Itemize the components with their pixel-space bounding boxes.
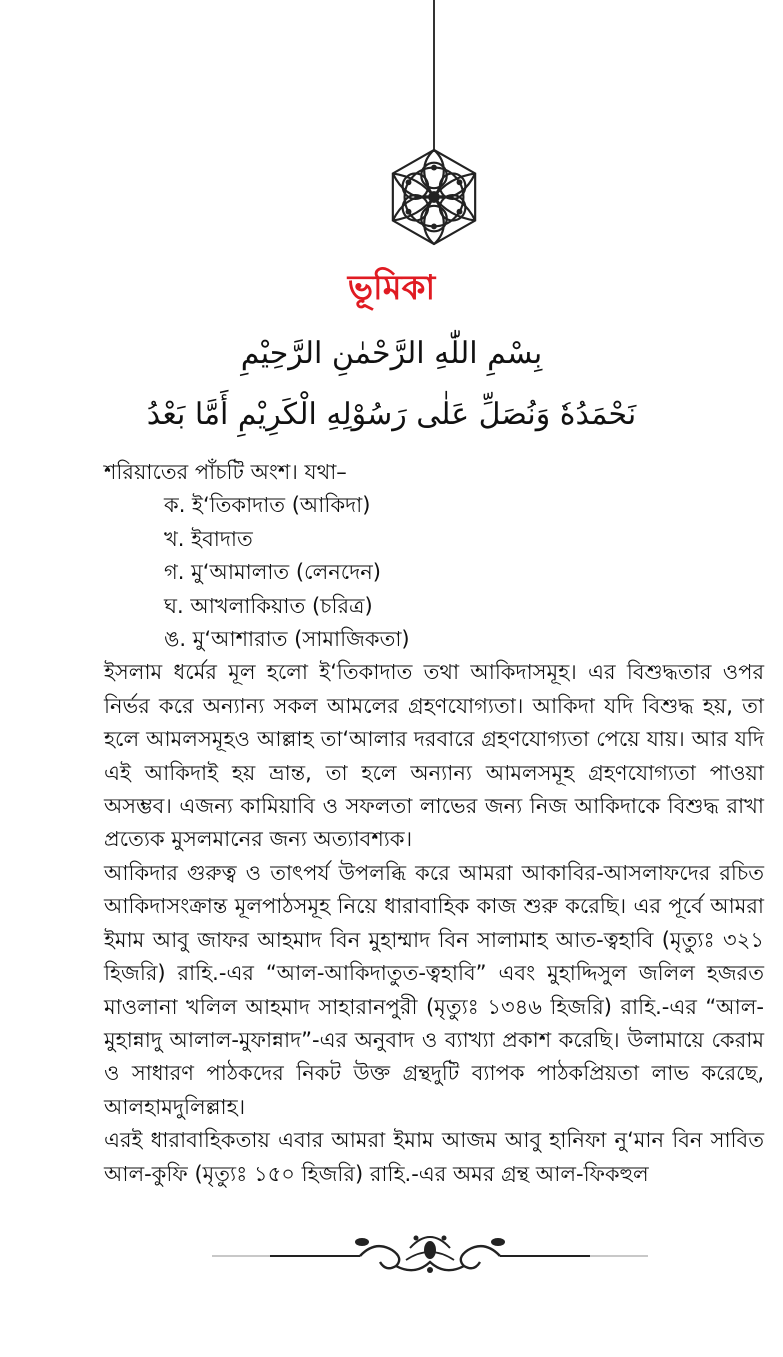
list-item: ক. ই‘তিকাদাত (আকিদা) xyxy=(164,493,371,518)
body-text xyxy=(104,456,764,1191)
list-item: গ. মু‘আমালাত (লেনদেন) xyxy=(164,560,381,585)
paragraph: আকিদার গুরুত্ব ও তাৎপর্য উপলব্ধি করে আমরা আকাবির-আসলাফদের রচিত আকিদাসংক্রান্ত মূলপাঠসমূহ নিয়ে ধারাবাহিক কাজ শুরু করেছি। এর পূর্বে আমরা ইমাম আবু জাফর আহমাদ বিন মুহাম্মাদ বিন সালামাহ আত-ত্বহাবি (মৃত্যুঃ ৩২১ হিজরি) রাহি.-এর “আল-আকিদাতুত-ত্বহাবি” এবং মুহাদ্দিসুল জলিল হজরত মাওলানা খলিল আহমাদ সাহারানপুরী (মৃত্যুঃ ১৩৪৬ হিজরি) রাহি.-এর “আল-মুহান্নাদু আলাল-মুফান্নাদ”-এর অনুবাদ ও ব্যাখ্যা প্রকাশ করেছি। উলামায়ে কেরাম ও সাধারণ পাঠকদের নিকট উক্ত গ্রন্থদুটি ব্যাপক পাঠকপ্রিয়তা লাভ করেছে, আলহামদুলিল্লাহ। xyxy=(104,860,764,1119)
bismillah-text: بِسْمِ اللّٰهِ الرَّحْمٰنِ الرَّحِيْمِ xyxy=(240,336,543,371)
hanging-string xyxy=(433,0,435,152)
paragraph: ইসলাম ধর্মের মূল হলো ই‘তিকাদাত তথা আকিদাসমূহ। এর বিশুদ্ধতার ওপর নির্ভর করে অন্যান্য সকল আমলের গ্রহণযোগ্যতা। আকিদা যদি বিশুদ্ধ হয়, তা হলে আমলসমূহও আল্লাহ তা‘আলার দরবারে গ্রহণযোগ্যতা পেয়ে যায়। আর যদি এই আকিদাই হয় ভ্রান্ত, তা হলে অন্যান্য আমলসমূহ গ্রহণযোগ্যতা পাওয়া অসম্ভব। এজন্য কামিয়াবি ও সফলতা লাভের জন্য নিজ আকিদাকে বিশুদ্ধ রাখা প্রত্যেক মুসলমানের জন্য অত্যাবশ্যক। xyxy=(104,660,764,852)
floral-divider-icon xyxy=(210,1226,650,1282)
page-title: ভূমিকা xyxy=(347,268,436,308)
intro-line: শরিয়াতের পাঁচটি অংশ। যথা– xyxy=(104,460,347,484)
paragraph: এরই ধারাবাহিকতায় এবার আমরা ইমাম আজম আবু হানিফা নু‘মান বিন সাবিত আল-কুফি (মৃত্যুঃ ১৫০ হিজরি) রাহি.-এর অমর গ্রন্থ আল-ফিকহুল xyxy=(104,1128,764,1186)
list-item: খ. ইবাদাত xyxy=(164,526,253,551)
hanging-medallion-icon xyxy=(385,148,483,246)
list-item: ঘ. আখলাকিয়াত (চরিত্র) xyxy=(164,593,373,618)
hamd-text: نَحْمَدُهٗ وَنُصَلِّ عَلٰى رَسُوْلِهِ الْكَرِيْمِ أَمَّا بَعْدُ xyxy=(146,397,637,432)
list-item: ঙ. মু‘আশারাত (সামাজিকতা) xyxy=(164,627,410,652)
